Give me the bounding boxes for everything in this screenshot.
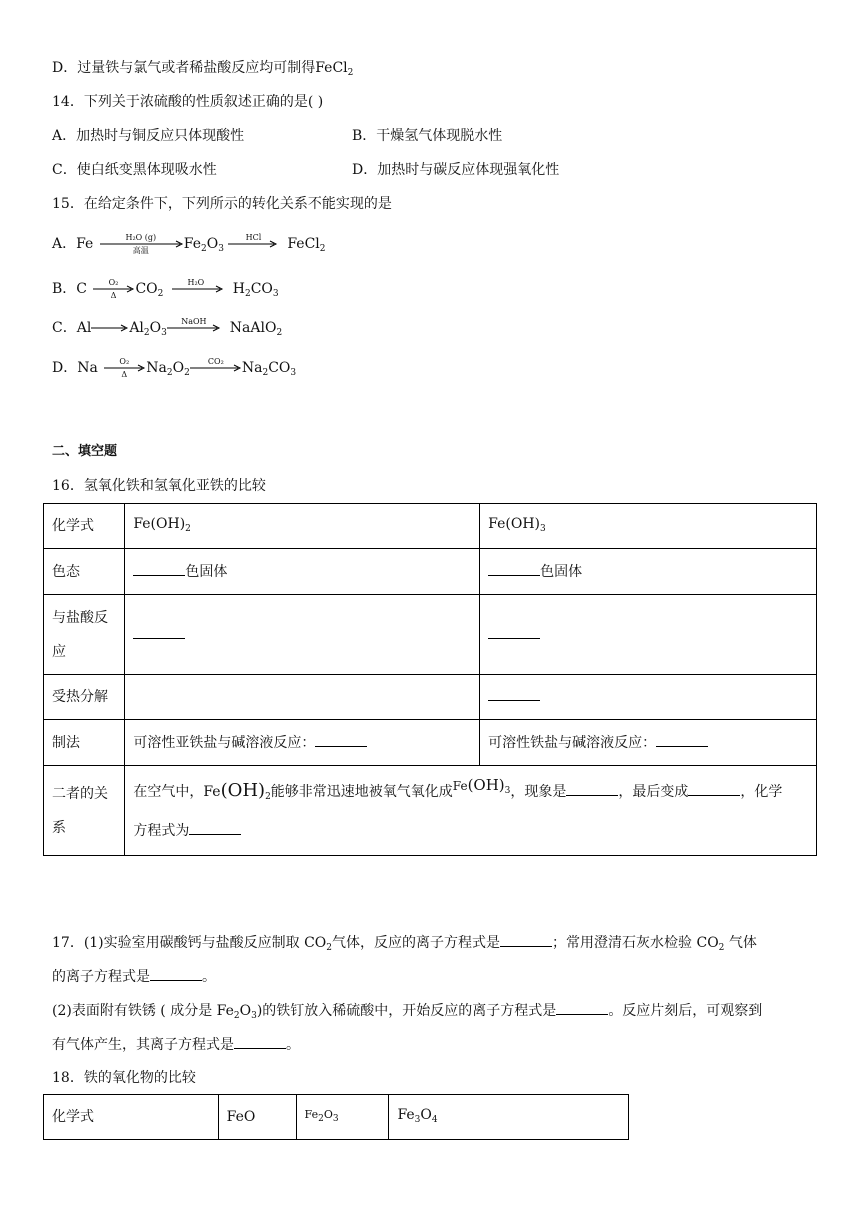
reaction-arrow: H₂O: [168, 279, 224, 299]
formula: $Fe(OH)_3$: [452, 775, 511, 796]
row-header: 色态: [44, 549, 125, 595]
answer-blank[interactable]: [488, 561, 540, 576]
q18-stem: 18．铁的氧化物的比较: [52, 1070, 196, 1086]
table-row: [44, 1095, 629, 1140]
q15-option-c: C．Al $Al_2O_3$ NaOH NaAlO$_2$: [52, 317, 283, 338]
table-row: [44, 504, 817, 549]
q15-option-b: B．C O₂ Δ $CO_2$ H₂O $H_2CO_3$: [52, 278, 279, 300]
q14-option-c: C．使白纸变黑体现吸水性: [52, 162, 217, 178]
reaction-arrow: NaOH: [167, 318, 221, 338]
table-cell: 可溶性铁盐与碱溶液反应：: [480, 720, 817, 766]
q17-line-2: 的离子方程式是 。: [52, 966, 216, 987]
row-header: 受热分解: [44, 675, 125, 720]
table-row: [44, 549, 817, 595]
table-cell: [125, 675, 480, 720]
table-cell: [480, 595, 817, 675]
answer-blank[interactable]: [688, 781, 740, 796]
answer-blank[interactable]: [500, 932, 552, 947]
q16-table: [43, 503, 817, 856]
row-header: 二者的关 系: [44, 766, 125, 856]
table-cell: 色固体: [480, 549, 817, 595]
table-cell: $Fe(OH)_2$: [125, 504, 480, 549]
table-cell: FeO: [218, 1095, 296, 1140]
table-cell: $Fe(OH)_3$: [480, 504, 817, 549]
table-cell: [480, 675, 817, 720]
reaction-arrow: O₂ Δ: [102, 358, 146, 378]
q15-option-d: D．Na O₂ Δ $Na_2O_2$ CO₂ $Na_2CO_3$: [52, 357, 297, 379]
table-cell: 色固体: [125, 549, 480, 595]
answer-blank[interactable]: [488, 686, 540, 701]
table-row: [44, 595, 817, 675]
row-header: 化学式: [44, 1095, 219, 1140]
table-cell: $Fe_2O_3$: [296, 1095, 389, 1140]
q16-stem: 16．氢氧化铁和氢氧化亚铁的比较: [52, 478, 266, 494]
answer-blank[interactable]: [566, 781, 618, 796]
reaction-arrow: HCl: [228, 234, 278, 254]
q14-stem: 14．下列关于浓硫酸的性质叙述正确的是( ): [52, 94, 324, 110]
formula: $Fe(OH)_2$: [203, 779, 271, 802]
reaction-arrow: H₂O (g) 高温: [98, 234, 184, 254]
reaction-arrow: O₂ Δ: [91, 279, 135, 299]
answer-blank[interactable]: [234, 1034, 286, 1049]
table-row: [44, 720, 817, 766]
answer-blank[interactable]: [133, 561, 185, 576]
table-cell: 可溶性亚铁盐与碱溶液反应：: [125, 720, 480, 766]
table-cell: $Fe_3O_4$: [389, 1095, 629, 1140]
reaction-arrow: [91, 318, 129, 338]
answer-blank[interactable]: [189, 820, 241, 835]
row-header: 化学式: [44, 504, 125, 549]
row-header: 与盐酸反 应: [44, 595, 125, 675]
section-title: 二、填空题: [52, 444, 118, 459]
q17-line-3: (2)表面附有铁锈 ( 成分是 $Fe_2O_3$)的铁钉放入稀硫酸中，开始反应的离子方程式是 。反应片刻后，可观察到: [52, 1000, 762, 1026]
table-row: [44, 766, 817, 856]
answer-blank[interactable]: [315, 732, 367, 747]
reaction-arrow: CO₂: [190, 358, 242, 378]
table-cell: [125, 595, 480, 675]
table-row: [44, 675, 817, 720]
relation-cell: 在空气中，$Fe(OH)_2$能够非常迅速地被氧气氧化成$Fe(OH)_3$，现象是 ，最后变成 ，化学 方程式为: [125, 766, 817, 856]
q14-option-d: D．加热时与碳反应体现强氧化性: [352, 162, 560, 178]
q15-option-a: A．Fe H₂O (g) 高温 $Fe_2O_3$ HCl FeCl$_2$: [52, 233, 326, 255]
q17-line-1: 17．(1)实验室用碳酸钙与盐酸反应制取 $CO_2$气体，反应的离子方程式是 ；常用澄清石灰水检验 $CO_2$ 气体: [52, 932, 757, 958]
q13-option-d: D．过量铁与氯气或者稀盐酸反应均可制得FeCl$_2$: [52, 60, 354, 78]
answer-blank[interactable]: [133, 624, 185, 639]
q17-line-4: 有气体产生，其离子方程式是 。: [52, 1034, 300, 1055]
q18-table: [43, 1094, 629, 1140]
row-header: 制法: [44, 720, 125, 766]
q14-option-a: A．加热时与铜反应只体现酸性: [52, 128, 245, 144]
answer-blank[interactable]: [488, 624, 540, 639]
q15-stem: 15．在给定条件下，下列所示的转化关系不能实现的是: [52, 196, 392, 212]
q14-option-b: B．干燥氢气体现脱水性: [352, 128, 503, 144]
answer-blank[interactable]: [556, 1000, 608, 1015]
answer-blank[interactable]: [150, 966, 202, 981]
answer-blank[interactable]: [656, 732, 708, 747]
